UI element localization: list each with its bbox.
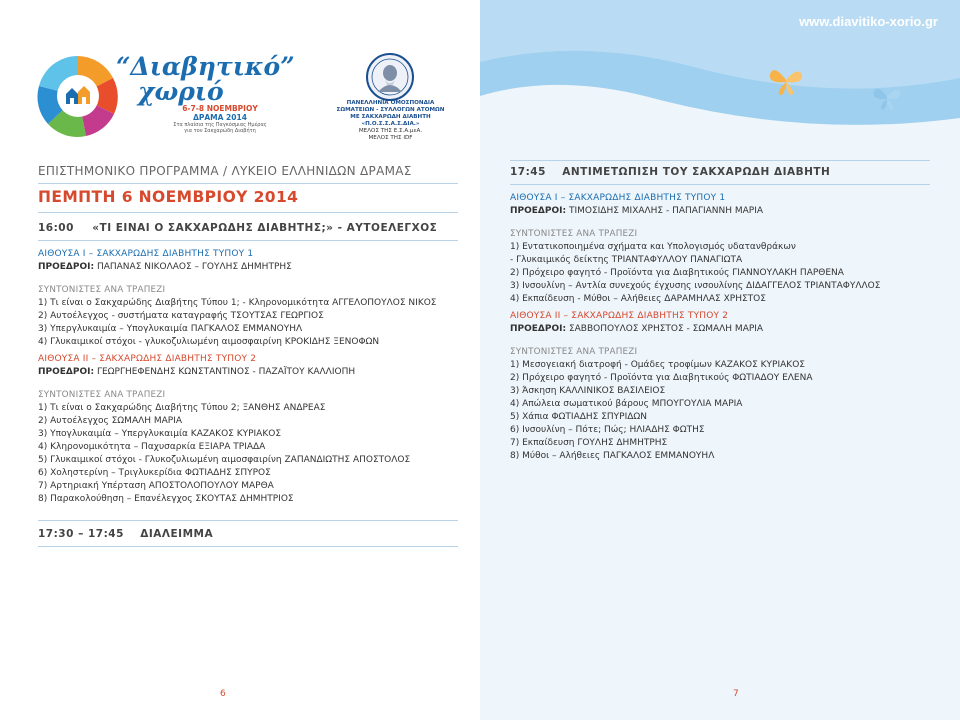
list-item: 5) Χάπια ΦΩΤΙΑΔΗΣ ΣΠΥΡΙΔΩΝ: [510, 412, 647, 422]
hall-2-section: [510, 310, 940, 463]
session-title: ΑΝΤΙΜΕΤΩΠΙΣΗ ΤΟΥ ΣΑΚΧΑΡΩΔΗ ΔΙΑΒΗΤΗ: [562, 166, 831, 178]
hall-2-section: [38, 353, 458, 506]
list-item: 3) Υπεργλυκαιμία – Υπογλυκαιμία ΠΑΓΚΑΛΟΣ ΕΜΜΑΝΟΥΗΛ: [38, 324, 303, 334]
federation-line6: ΜΕΛΟΣ ΤΗΣ IDF: [368, 135, 413, 141]
break-divider-top: [38, 520, 458, 521]
butterfly-icon: [768, 62, 804, 98]
hall-1-coordinators-heading: ΣΥΝΤΟΝΙΣΤΕΣ ΑΝΑ ΤΡΑΠΕΖΙ: [38, 285, 166, 295]
chairs-label: ΠΡΟΕΔΡΟΙ:: [510, 324, 567, 334]
hall-1-topics: [38, 297, 458, 349]
hall-1-section: [38, 248, 458, 349]
list-item: 3) Ινσουλίνη – Αντλία συνεχούς έγχυσης ινσουλίνης ΔΙΔΑΓΓΕΛΟΣ ΤΡΙΑΝΤΑΦΥΛΛΟΣ: [510, 281, 881, 291]
list-item: 1) Τι είναι ο Σακχαρώδης Διαβήτης Τύπου 1; - Κληρονομικότητα ΑΓΓΕΛΟΠΟΥΛΟΣ ΝΙΚΟΣ: [38, 298, 437, 308]
list-item: 2) Αυτοέλεγχος ΣΩΜΑΛΗ ΜΑΡΙΑ: [38, 416, 183, 426]
list-item: 3) Υπογλυκαιμία – Υπεργλυκαιμία ΚΑΖΑΚΟΣ ΚΥΡΙΑΚΟΣ: [38, 429, 282, 439]
list-item: 7) Εκπαίδευση ΓΟΥΛΗΣ ΔΗΜΗΤΡΗΣ: [510, 438, 668, 448]
federation-line5: ΜΕΛΟΣ ΤΗΣ Ε.Σ.Α.μεΑ.: [358, 128, 423, 134]
list-item: 1) Μεσογειακή διατροφή - Ομάδες τροφίμων ΚΑΖΑΚΟΣ ΚΥΡΙΑΚΟΣ: [510, 360, 805, 370]
session-divider-top: [510, 160, 930, 161]
session-title: «ΤΙ ΕΙΝΑΙ Ο ΣΑΚΧΑΡΩΔΗΣ ΔΙΑΒΗΤΗΣ;» - ΑΥΤΟΕΛΕΓΧΟΣ: [92, 222, 438, 234]
chairs-names: ΤΙΜΟΣΙΔΗΣ ΜΙΧΑΛΗΣ - ΠΑΠΑΓΙΑΝΝΗ ΜΑΡΙΑ: [566, 206, 764, 216]
list-item: 6) Χοληστερίνη – Τριγλυκερίδια ΦΩΤΙΑΔΗΣ ΣΠΥΡΟΣ: [38, 468, 271, 478]
federation-line3: ΜΕ ΣΑΚΧΑΡΩΔΗ ΔΙΑΒΗΤΗ: [350, 114, 431, 120]
federation-seal-icon: [365, 52, 415, 102]
flower-logo-icon: [30, 50, 126, 142]
break-divider-bottom: [38, 546, 458, 547]
event-logo: [30, 48, 295, 144]
federation-line4: «Π.Ο.Σ.Σ.Α.Σ.ΔΙΑ.»: [361, 121, 420, 127]
hall-2-topics: [510, 359, 940, 463]
session-heading-1745: [510, 166, 940, 178]
session-time: 16:00: [38, 222, 74, 234]
logo-title-line1: “Διαβητικό”: [116, 52, 295, 81]
logo-tagline-1: Στα πλαίσια της Παγκόσμιας Ημέρας: [173, 122, 267, 128]
list-item: 6) Ινσουλίνη – Πότε; Πώς; ΗΛΙΑΔΗΣ ΦΩΤΗΣ: [510, 425, 705, 435]
logo-tagline-2: για τον Σακχαρώδη Διαβήτη: [184, 128, 256, 134]
list-item: 2) Πρόχειρο φαγητό - Προϊόντα για Διαβητικούς ΦΩΤΙΑΔΟΥ ΕΛΕΝΑ: [510, 373, 813, 383]
break-time: 17:30 – 17:45: [38, 528, 124, 540]
break-title: ΔΙΑΛΕΙΜΜΑ: [140, 528, 214, 540]
session-time: 17:45: [510, 166, 546, 178]
chairs-names: ΣΑΒΒΟΠΟΥΛΟΣ ΧΡΗΣΤΟΣ - ΣΩΜΑΛΗ ΜΑΡΙΑ: [566, 324, 764, 334]
hall-1-chairs: [510, 205, 940, 218]
day-title: ΠΕΜΠΤΗ 6 ΝΟΕΜΒΡΙΟΥ 2014: [38, 188, 299, 206]
break-heading: [38, 528, 458, 540]
list-item: - Γλυκαιμικός δείκτης ΤΡΙΑΝΤΑΦΥΛΛΟΥ ΠΑΝΑΓΙΩΤΑ: [510, 255, 743, 265]
federation-text: [318, 100, 463, 142]
hall-2-room-title: ΑΙΘΟΥΣΑ ΙΙ – ΣΑΚΧΑΡΩΔΗΣ ΔΙΑΒΗΤΗΣ ΤΥΠΟΥ 2: [510, 311, 729, 321]
title-divider: [38, 183, 458, 184]
logo-place: ΔΡΑΜΑ 2014: [193, 113, 247, 122]
session-divider-bottom: [510, 184, 930, 185]
logo-title: [116, 52, 295, 106]
right-page: [480, 0, 960, 720]
session-divider: [38, 240, 458, 241]
list-item: 4) Γλυκαιμικοί στόχοι - γλυκοζυλιωμένη αιμοσφαιρίνη ΚΡΟΚΙΔΗΣ ΞΕΝΟΦΩΝ: [38, 337, 380, 347]
hall-2-chairs: [510, 323, 940, 336]
hall-1-topics: [510, 241, 940, 306]
list-item: 2) Αυτοέλεγχος - συστήματα καταγραφής ΤΣΟΥΤΣΑΣ ΓΕΩΡΓΙΟΣ: [38, 311, 324, 321]
list-item: 8) Παρακολούθηση – Επανέλεγχος ΣΚΟΥΤΑΣ ΔΗΜΗΤΡΙΟΣ: [38, 494, 294, 504]
hall-2-room-title: ΑΙΘΟΥΣΑ ΙΙ – ΣΑΚΧΑΡΩΔΗΣ ΔΙΑΒΗΤΗΣ ΤΥΠΟΥ 2: [38, 354, 257, 364]
logo-dates: 6-7-8 ΝΟΕΜΒΡΙΟΥ: [182, 104, 258, 113]
hall-2-topics: [38, 402, 458, 506]
list-item: 4) Απώλεια σωματικού βάρους ΜΠΟΥΓΟΥΛΙΑ ΜΑΡΙΑ: [510, 399, 743, 409]
list-item: 7) Αρτηριακή Υπέρταση ΑΠΟΣΤΟΛΟΠΟΥΛΟΥ ΜΑΡΘΑ: [38, 481, 274, 491]
hall-1-room-title: ΑΙΘΟΥΣΑ Ι – ΣΑΚΧΑΡΩΔΗΣ ΔΙΑΒΗΤΗΣ ΤΥΠΟΥ 1: [510, 193, 726, 203]
chairs-names: ΠΑΠΑΝΑΣ ΝΙΚΟΛΑΟΣ – ΓΟΥΛΗΣ ΔΗΜΗΤΡΗΣ: [94, 262, 292, 272]
federation-line2: ΣΩΜΑΤΕΙΩΝ - ΣΥΛΛΟΓΩΝ ΑΤΟΜΩΝ: [336, 107, 445, 113]
session-heading-1600: [38, 222, 458, 234]
logo-title-line2: χωριό: [138, 77, 224, 106]
federation-line1: ΠΑΝΕΛΛΗΝΙΑ ΟΜΟΣΠΟΝΔΙΑ: [346, 100, 435, 106]
hall-1-section: [510, 192, 940, 306]
list-item: 1) Εντατικοποιημένα σχήματα και Υπολογισμός υδατανθράκων: [510, 242, 796, 252]
program-title: ΕΠΙΣΤΗΜΟΝΙΚΟ ΠΡΟΓΡΑΜΜΑ / ΛΥΚΕΙΟ ΕΛΛΗΝΙΔΩΝ ΔΡΑΜΑΣ: [38, 164, 412, 178]
hall-2-chairs: [38, 366, 458, 379]
hall-2-coordinators-heading: ΣΥΝΤΟΝΙΣΤΕΣ ΑΝΑ ΤΡΑΠΕΖΙ: [38, 390, 166, 400]
hall-1-room-title: ΑΙΘΟΥΣΑ Ι – ΣΑΚΧΑΡΩΔΗΣ ΔΙΑΒΗΤΗΣ ΤΥΠΟΥ 1: [38, 249, 254, 259]
website-url: www.diavitiko-xorio.gr: [799, 14, 938, 29]
day-divider: [38, 212, 458, 213]
list-item: 1) Τι είναι ο Σακχαρώδης Διαβήτης Τύπου 2; ΞΑΝΘΗΣ ΑΝΔΡΕΑΣ: [38, 403, 326, 413]
hall-1-coordinators-heading: ΣΥΝΤΟΝΙΣΤΕΣ ΑΝΑ ΤΡΑΠΕΖΙ: [510, 229, 638, 239]
list-item: 4) Κληρονομικότητα – Παχυσαρκία ΕΞΙΑΡΑ ΤΡΙΑΔΑ: [38, 442, 266, 452]
list-item: 5) Γλυκαιμικοί στόχοι - Γλυκοζυλιωμένη αιμοσφαιρίνη ΖΑΠΑΝΔΙΩΤΗΣ ΑΠΟΣΤΟΛΟΣ: [38, 455, 411, 465]
chairs-label: ΠΡΟΕΔΡΟΙ:: [38, 262, 95, 272]
list-item: 3) Άσκηση ΚΑΛΛΙΝΙΚΟΣ ΒΑΣΙΛΕΙΟΣ: [510, 386, 666, 396]
butterfly-icon: [872, 82, 902, 112]
logo-date-block: [170, 104, 270, 134]
hall-1-chairs: [38, 261, 458, 274]
chairs-label: ΠΡΟΕΔΡΟΙ:: [38, 367, 95, 377]
page-number-left: 6: [220, 689, 226, 699]
page-number-right: 7: [733, 689, 739, 699]
list-item: 2) Πρόχειρο φαγητό - Προϊόντα για Διαβητικούς ΓΙΑΝΝΟΥΛΑΚΗ ΠΑΡΘΕΝΑ: [510, 268, 844, 278]
chairs-label: ΠΡΟΕΔΡΟΙ:: [510, 206, 567, 216]
chairs-names: ΓΕΩΡΓΗΕΦΕΝΔΗΣ ΚΩΝΣΤΑΝΤΙΝΟΣ - ΠΑΖΑΪΤΟΥ ΚΑΛΛΙΟΠΗ: [94, 367, 356, 377]
list-item: 4) Εκπαίδευση - Μύθοι – Αλήθειες ΔΑΡΑΜΗΛΑΣ ΧΡΗΣΤΟΣ: [510, 294, 766, 304]
list-item: 8) Μύθοι – Αλήθειες ΠΑΓΚΑΛΟΣ ΕΜΜΑΝΟΥΗΛ: [510, 451, 715, 461]
hall-2-coordinators-heading: ΣΥΝΤΟΝΙΣΤΕΣ ΑΝΑ ΤΡΑΠΕΖΙ: [510, 347, 638, 357]
